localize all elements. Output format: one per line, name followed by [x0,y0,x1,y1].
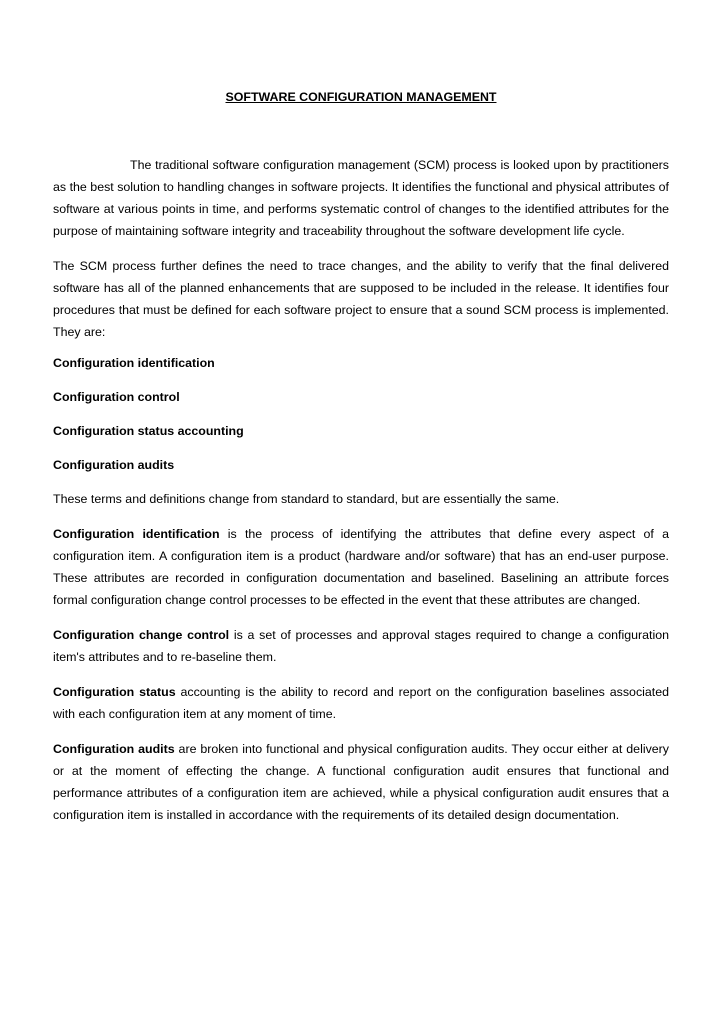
definition-text: is a set of processes and approval stages required to change a configuration item's attributes and to re-baseline them. [53,628,669,664]
definition-text: are broken into functional and physical configuration audits. They occur either at delivery or at the moment of effecting the change. A functional configuration audit ensures that functional and performance attributes of a configuration item are achieved, while a physical configuration audit ensures that a configuration item is installed in accordance with the requirements of its detailed design documentation. [53,742,669,822]
definition-audits [53,738,669,826]
definition-term: Configuration change control [53,628,230,642]
document-body [53,154,669,839]
page-title: SOFTWARE CONFIGURATION MANAGEMENT [225,90,497,104]
definition-status-accounting [53,681,669,725]
procedure-item-audits: Configuration audits [53,458,175,472]
intro-paragraph-1: The traditional software configuration management (SCM) process is looked upon by practitioners as the best solution to handling changes in software projects. It identifies the functional and physical attributes of software at various points in time, and performs systematic control of changes to the identified attributes for the purpose of maintaining software integrity and traceability throughout the software development life cycle. [53,158,669,238]
procedure-item-identification: Configuration identification [53,356,215,370]
definition-text: accounting is the ability to record and report on the configuration baselines associated with each configuration item at any moment of time. [53,685,670,721]
definition-text: is the process of identifying the attributes that define every aspect of a configuration item. A configuration item is a product (hardware and/or software) that has an end-user purpose. These attributes are recorded in configuration documentation and baselined. Baselining an attribute forces formal configuration change control processes to be effected in the event that these attributes are changed. [53,527,669,607]
document-page [53,0,669,1017]
definition-term: Configuration status [53,685,176,699]
procedure-item-status-accounting: Configuration status accounting [53,424,244,438]
terms-note-paragraph: These terms and definitions change from standard to standard, but are essentially the same. [53,492,560,506]
definition-term: Configuration audits [53,742,175,756]
definition-identification [53,523,669,611]
procedure-item-control: Configuration control [53,390,180,404]
intro-paragraph-2: The SCM process further defines the need to trace changes, and the ability to verify that the final delivered software has all of the planned enhancements that are supposed to be included in the release. It identifies four procedures that must be defined for each software project to ensure that a sound SCM process is implemented. They are: [53,259,669,339]
definition-change-control [53,624,669,668]
definition-term: Configuration identification [53,527,220,541]
